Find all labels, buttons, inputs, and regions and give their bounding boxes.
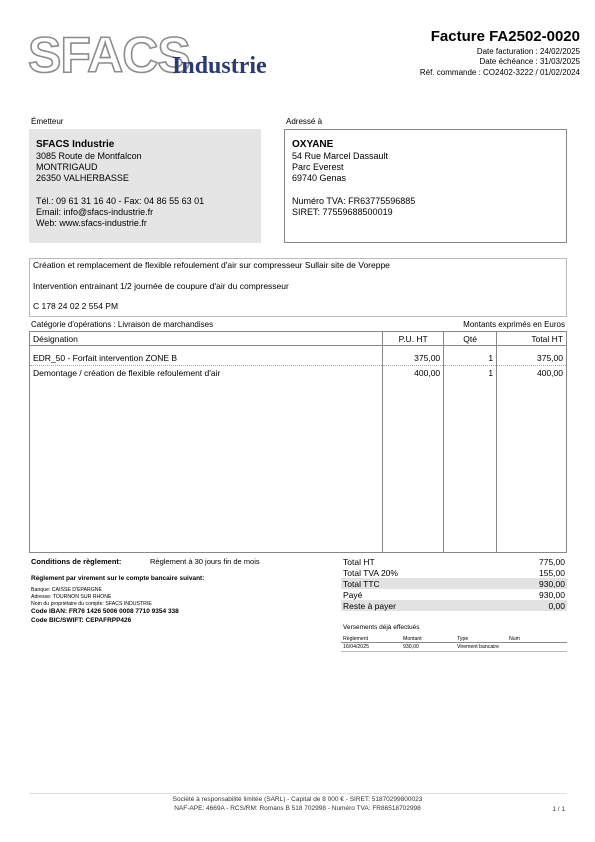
conditions-title: Conditions de règlement: <box>31 557 122 566</box>
total-label: Total TTC <box>341 578 491 589</box>
total-label: Reste à payer <box>341 600 491 611</box>
destinataire-city: 69740 Genas <box>292 173 347 184</box>
col-num: Num <box>507 635 567 643</box>
footer-divider <box>29 793 567 794</box>
col-montant: Montant <box>401 635 455 643</box>
total-row <box>341 600 567 611</box>
devise-note: Montants exprimés en Euros <box>463 320 565 329</box>
footer-legal <box>0 796 595 813</box>
date-echeance: Date échéance : 31/03/2025 <box>479 57 580 67</box>
destinataire-box <box>284 129 567 243</box>
ref-commande: Réf. commande : CO2402-3222 / 01/02/2024 <box>419 67 580 77</box>
date-facturation: Date facturation : 24/02/2025 <box>476 47 580 56</box>
table-row <box>30 346 567 366</box>
company-logo-wordmark: SFACS <box>28 27 190 83</box>
description-box <box>29 258 567 317</box>
items-table <box>29 331 567 553</box>
row-designation: EDR_50 - Forfait intervention ZONE B <box>30 346 383 366</box>
page-number: 1 / 1 <box>552 806 565 813</box>
description-line: Intervention entrainant 1/2 journée de coupure d'air du compresseur <box>33 280 289 291</box>
versement-type: Virement bancaire <box>455 643 507 652</box>
virement-title: Règlement par virement sur le compte bancaire suivant: <box>31 575 205 582</box>
total-row <box>341 589 567 600</box>
categorie-operations: Catégorie d'opérations : Livraison de marchandises <box>31 320 214 329</box>
destinataire-siret: SIRET: 77559688500019 <box>292 206 393 217</box>
total-row <box>341 567 567 578</box>
invoice-meta <box>420 47 580 78</box>
destinataire-address2: Parc Everest <box>292 162 344 173</box>
total-row <box>341 578 567 589</box>
bank-owner: Nom du propriétaire du compte: SFACS INDUSTRIE <box>31 601 152 607</box>
total-value: 775,00 <box>539 556 565 567</box>
bank-iban: Code IBAN: FR76 1426 5006 0008 7710 9354 338 <box>31 608 179 615</box>
footer-line-1: Société à responsabilité limitée (SARL) - Capital de 8 000 € - SIRET: 51870299800023 <box>172 796 423 803</box>
destinataire-label: Adressé à <box>286 117 323 126</box>
emetteur-city: MONTRIGAUD <box>36 162 98 173</box>
table-row <box>30 366 567 381</box>
bank-details <box>31 587 179 625</box>
total-value: 930,00 <box>491 578 567 589</box>
destinataire-address1: 54 Rue Marcel Dassault <box>292 151 389 161</box>
row-qte: 1 <box>444 346 497 366</box>
col-qte: Qté <box>444 332 497 346</box>
row-qte: 1 <box>444 366 497 381</box>
conditions-label <box>31 557 121 566</box>
total-value: 155,00 <box>539 567 565 578</box>
versements-header-row <box>341 635 567 643</box>
total-row <box>341 556 567 567</box>
total-label: Payé <box>343 589 363 600</box>
bank-name: Banque: CAISSE D'EPARGNE <box>31 587 102 593</box>
table-filler <box>30 380 567 553</box>
col-type: Type <box>455 635 507 643</box>
emetteur-address: 3085 Route de Montfalcon <box>36 151 142 161</box>
emetteur-label: Émetteur <box>31 117 64 126</box>
bank-address: Adresse: TOURNON SUR RHONE <box>31 594 112 600</box>
conditions-value: Règlement à 30 jours fin de mois <box>150 557 260 566</box>
company-logo-suffix: Industrie <box>172 53 267 79</box>
total-label: Total HT <box>343 556 375 567</box>
row-pu: 375,00 <box>383 346 444 366</box>
emetteur-email: Email: info@sfacs-industrie.fr <box>36 206 154 217</box>
row-designation: Demontage / création de flexible refoulement d'air <box>30 366 383 381</box>
bank-bic: Code BIC/SWIFT: CEPAFRPP426 <box>31 616 132 624</box>
totals-table <box>341 556 567 611</box>
description-line: Création et remplacement de flexible refoulement d'air sur compresseur Sullair site de Voreppe <box>33 260 390 270</box>
emetteur-name: SFACS Industrie <box>36 139 115 150</box>
total-label: Total TVA 20% <box>343 567 398 578</box>
description-line: C 178 24 02 2 554 PM <box>33 301 119 311</box>
versement-num <box>507 643 567 652</box>
col-designation: Désignation <box>30 332 383 346</box>
versement-row <box>341 643 567 652</box>
versements-title: Versements déjà effectués <box>343 624 420 631</box>
versement-date: 16/04/2025 <box>341 643 401 652</box>
total-value: 930,00 <box>539 589 565 600</box>
emetteur-box <box>29 129 261 243</box>
emetteur-phone: Tél.: 09 61 31 16 40 - Fax: 04 86 55 63 01 <box>36 195 205 206</box>
versements-table <box>341 635 567 652</box>
versement-montant: 930,00 <box>401 643 455 652</box>
invoice-title: Facture FA2502-0020 <box>430 28 580 45</box>
col-reglement: Règlement <box>341 635 401 643</box>
footer-line-2: NAF-APE: 4669A - RCS/RM: Romans B 518 702998 - Numéro TVA: FR86518702998 <box>174 804 421 812</box>
row-total: 400,00 <box>497 366 567 381</box>
destinataire-name: OXYANE <box>292 139 334 150</box>
total-value: 0,00 <box>491 600 567 611</box>
table-header-row <box>30 332 567 346</box>
row-total: 375,00 <box>497 346 567 366</box>
col-total: Total HT <box>497 332 567 346</box>
emetteur-web: Web: www.sfacs-industrie.fr <box>36 218 147 229</box>
row-pu: 400,00 <box>383 366 444 381</box>
emetteur-postal: 26350 VALHERBASSE <box>36 173 129 184</box>
destinataire-tva: Numéro TVA: FR63775596885 <box>292 195 416 206</box>
col-pu: P.U. HT <box>383 332 444 346</box>
